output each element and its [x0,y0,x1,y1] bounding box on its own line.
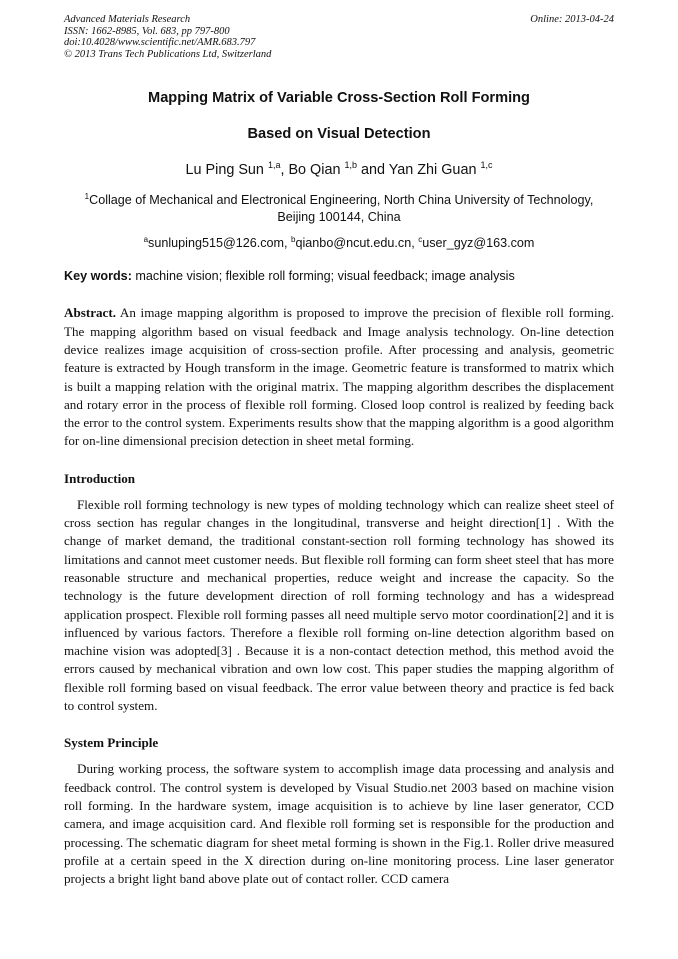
abstract-label: Abstract. [64,305,116,321]
email-marker-b: b [291,235,296,245]
author-3: Yan Zhi Guan [388,162,481,179]
affiliation-text: Collage of Mechanical and Electronical Engineering, North China University of Technology, Beijing 100144, China [89,193,594,225]
issn-line: ISSN: 1662-8985, Vol. 683, pp 797-800 [64,25,230,37]
affiliation [64,192,614,226]
keywords-text: machine vision; flexible roll forming; visual feedback; image analysis [131,269,515,284]
keywords-label: Key words: [64,269,132,284]
author-separator: , [280,162,289,179]
author-separator: and [356,162,389,179]
paper-title-line2: Based on Visual Detection [247,126,431,143]
affiliation-marker: 1 [84,192,90,202]
system-principle-paragraph: During working process, the software system to accomplish image data processing and analysis and feedback control. The control system is developed by Visual Studio.net 2003 based on machine vision roll forming. In the hardware system, image acquisition is to achieve by line laser generator, CCD camera, and image acquisition card. And flexible roll forming set is responsible for the production and processing. The schematic diagram for sheet metal forming is shown in the Fig.1. Roller drive measured profile at a certain speed in the X direction during on-line monitoring process. Line laser generator projects a bright light band above plate out of contact roller. CCD camera [64,761,614,887]
paper-title-line1: Mapping Matrix of Variable Cross-Section Roll Forming [148,90,530,107]
author-emails [64,235,614,252]
introduction-heading: Introduction [64,470,136,486]
copyright-line: © 2013 Trans Tech Publications Ltd, Switzerland [64,48,272,60]
journal-header [64,14,614,60]
author-2: Bo Qian [288,162,345,179]
email-b: qianbo@ncut.edu.cn, [295,236,419,251]
abstract [64,304,614,450]
system-principle-heading: System Principle [64,735,159,751]
author-3-affil: 1,c [480,160,493,171]
email-a: sunluping515@126.com, [148,236,292,251]
abstract-text: An image mapping algorithm is proposed to improve the precision of flexible roll forming. The mapping algorithm based on visual feedback and Image analysis technology. On-line detection device realizes image acquisition of cross-section profile. After processing and analysis, geometric feature is extracted by Hough transform in the image. Geometric feature is transformed to matrix which is built a mapping relation with the original matrix. The mapping algorithm describes the displacement and rotary error in the process of flexible roll forming. Closed loop control is realized by feeding back the error to the control system. Experiments results show that the mapping algorithm is a good algorithm for on-line dimensional precision detection in sheet metal forming. [64,305,614,449]
paper-page [64,14,614,888]
journal-name: Advanced Materials Research [64,14,191,25]
author-1-affil: 1,a [267,160,281,171]
introduction-paragraph: Flexible roll forming technology is new types of molding technology which can realize sheet steel of cross section has regular changes in the longitudinal, transverse and height direction[1] . With the change of market demand, the traditional constant-section roll forming technology has showed its limitations and cannot meet customer needs. But flexible roll forming can form sheet steel that has more reasonable structure and mechanical properties, reduce weight and increase the capacity. So the technology is the future development direction of roll forming technology and has a widespread application prospect. Flexible roll forming passes all need multiple servo motor coordination[2] and it is influenced by various factors. Therefore a flexible roll forming on-line detection algorithm based on machine vision was adopted[3] . Because it is a non-contact detection method, this method avoid the errors caused by mechanical vibration and own low cost. This paper studies the mapping algorithm of flexible roll forming based on visual feedback. The error value between theory and practice is fed back to control system. [64,496,614,714]
keywords [64,268,614,285]
author-1: Lu Ping Sun [185,162,268,179]
email-marker-c: c [418,235,423,245]
email-marker-a: a [143,235,149,245]
author-list [64,160,614,180]
email-c: user_gyz@163.com [422,236,535,251]
author-2-affil: 1,b [344,160,357,171]
online-date: Online: 2013-04-24 [530,14,614,25]
doi-line: doi:10.4028/www.scientific.net/AMR.683.797 [64,37,256,49]
